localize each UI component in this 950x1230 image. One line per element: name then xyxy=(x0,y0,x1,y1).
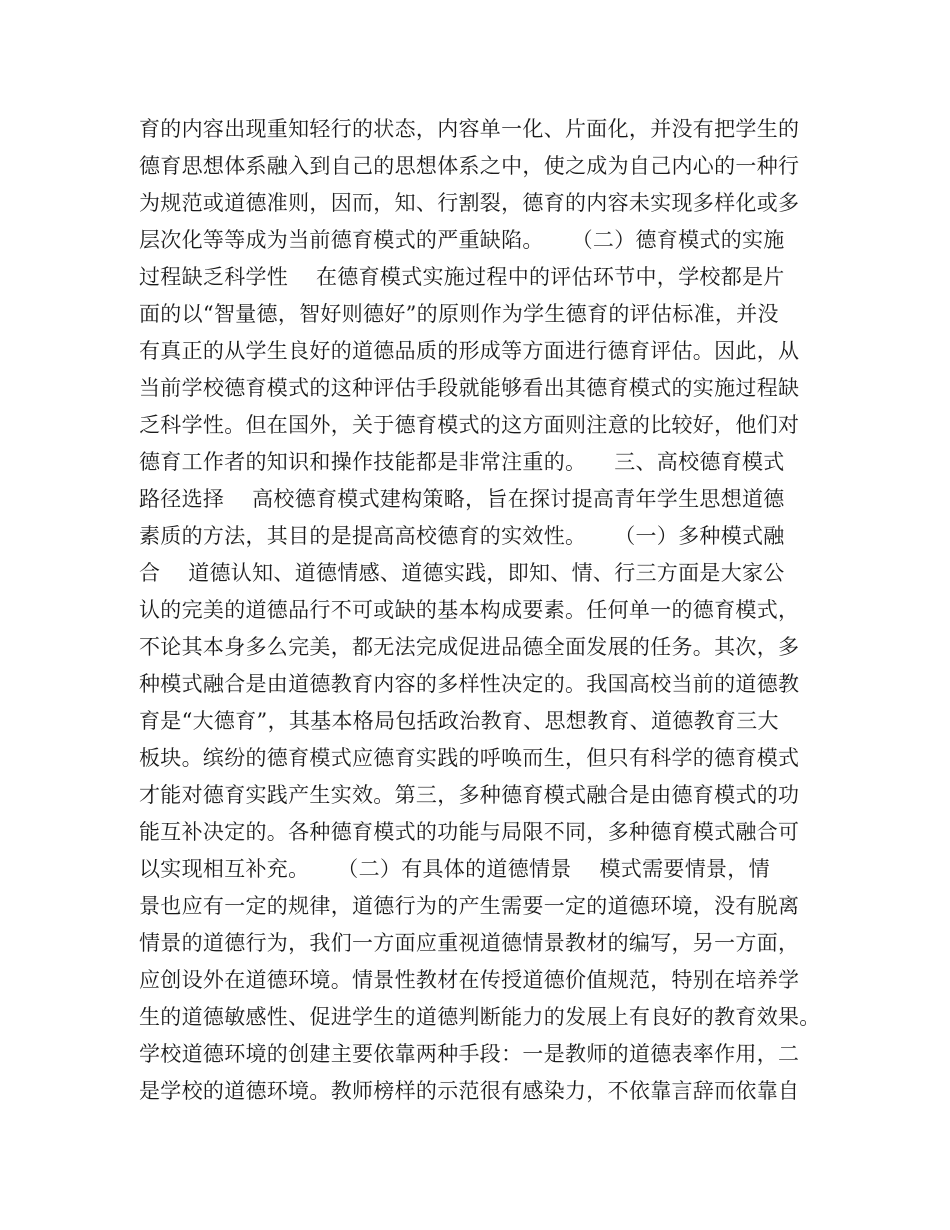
text-line: 认的完美的道德品行不可或缺的基本构成要素。任何单一的德育模式， xyxy=(139,598,800,622)
text-line: 以实现相互补充。 （二）有具体的道德情景 模式需要情景，情 xyxy=(139,857,770,881)
text-line: 才能对德育实践产生实效。第三，多种德育模式融合是由德育模式的功 xyxy=(139,783,800,807)
text-line: 素质的方法，其目的是提高高校德育的实效性。 （一）多种模式融 xyxy=(139,524,785,548)
text-line: 是学校的道德环境。教师榜样的示范很有感染力，不依靠言辞而依靠自 xyxy=(139,1079,800,1103)
text-line: 有真正的从学生良好的道德品质的形成等方面进行德育评估。因此，从 xyxy=(139,339,800,363)
text-line: 景也应有一定的规律，道德行为的产生需要一定的道德环境，没有脱离 xyxy=(139,894,800,918)
text-line: 生的道德敏感性、促进学生的道德判断能力的发展上有良好的教育效果。 xyxy=(139,1005,821,1029)
text-line: 板块。缤纷的德育模式应德育实践的呼唤而生，但只有科学的德育模式 xyxy=(139,746,800,770)
text-line: 过程缺乏科学性 在德育模式实施过程中的评估环节中，学校都是片 xyxy=(139,265,785,289)
text-line: 育的内容出现重知轻行的状态，内容单一化、片面化，并没有把学生的 xyxy=(139,117,800,141)
text-line: 情景的道德行为，我们一方面应重视道德情景教材的编写，另一方面， xyxy=(139,931,800,955)
text-line: 德育思想体系融入到自己的思想体系之中，使之成为自己内心的一种行 xyxy=(139,154,800,178)
text-line: 层次化等等成为当前德育模式的严重缺陷。 （二）德育模式的实施 xyxy=(139,228,785,252)
text-line: 德育工作者的知识和操作技能都是非常注重的。 三、高校德育模式 xyxy=(139,450,785,474)
text-line: 种模式融合是由道德教育内容的多样性决定的。我国高校当前的道德教 xyxy=(139,672,800,696)
text-line: 合 道德认知、道德情感、道德实践，即知、情、行三方面是大家公 xyxy=(139,561,785,585)
text-line: 不论其本身多么完美，都无法完成促进品德全面发展的任务。其次，多 xyxy=(139,635,800,659)
body-text xyxy=(139,111,839,1110)
text-line: 当前学校德育模式的这种评估手段就能够看出其德育模式的实施过程缺 xyxy=(139,376,800,400)
text-line: 育是“大德育”，其基本格局包括政治教育、思想教育、道德教育三大 xyxy=(139,709,779,733)
text-line: 能互补决定的。各种德育模式的功能与局限不同，多种德育模式融合可 xyxy=(139,820,800,844)
text-line: 乏科学性。但在国外，关于德育模式的这方面则注意的比较好，他们对 xyxy=(139,413,800,437)
text-line: 面的以“智量德，智好则德好”的原则作为学生德育的评估标准，并没 xyxy=(139,302,779,326)
text-line: 学校道德环境的创建主要依靠两种手段：一是教师的道德表率作用，二 xyxy=(139,1042,800,1066)
text-line: 应创设外在道德环境。情景性教材在传授道德价值规范，特别在培养学 xyxy=(139,968,800,992)
text-line: 为规范或道德准则，因而，知、行割裂，德育的内容未实现多样化或多 xyxy=(139,191,800,215)
text-line: 路径选择 高校德育模式建构策略，旨在探讨提高青年学生思想道德 xyxy=(139,487,785,511)
